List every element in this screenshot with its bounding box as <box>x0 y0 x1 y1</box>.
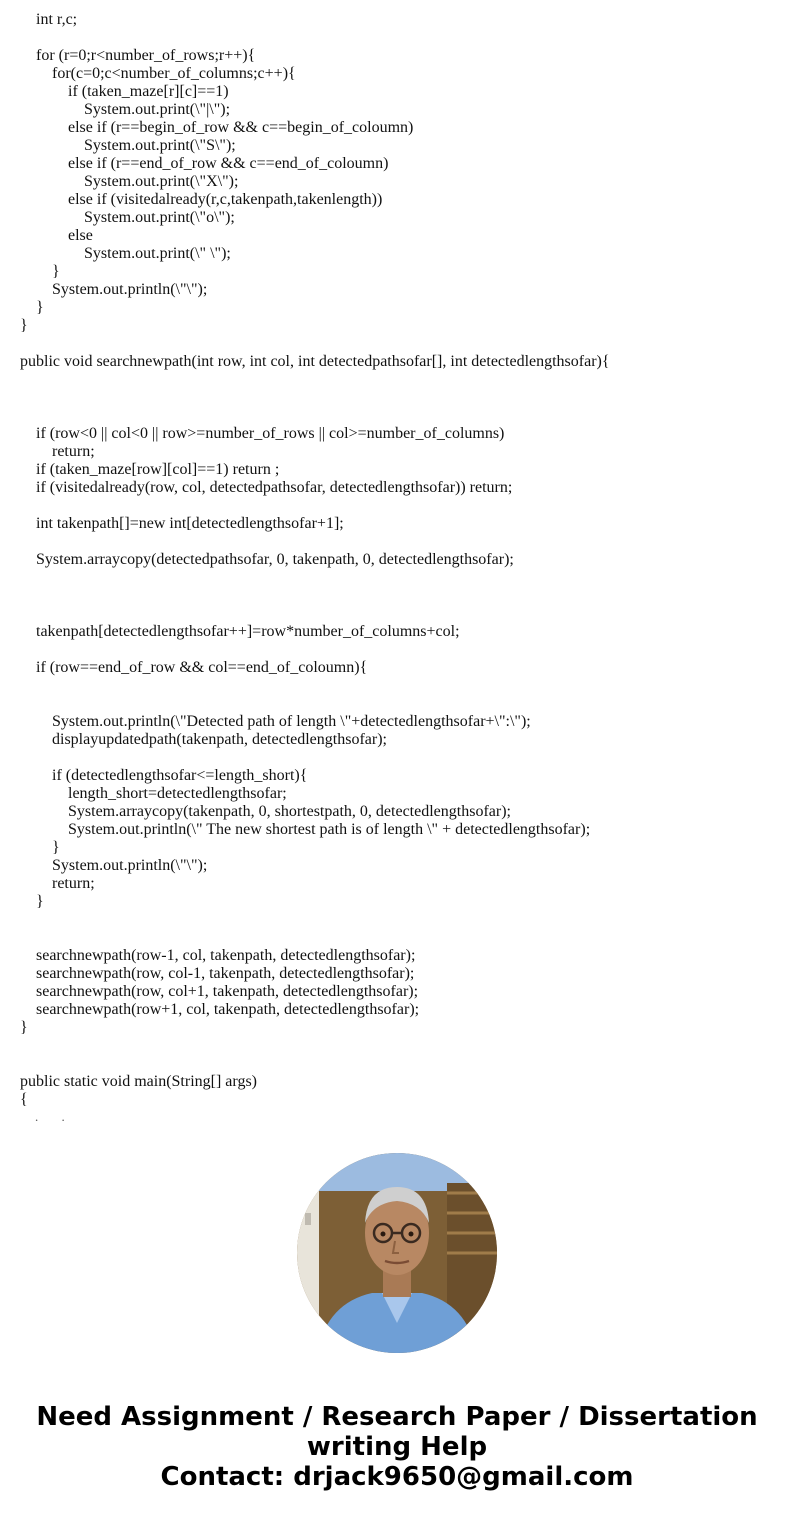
code-line <box>20 749 780 767</box>
code-line: System.out.print(\"|\"); <box>20 101 231 118</box>
code-line <box>20 929 780 947</box>
code-line: if (visitedalready(row, col, detectedpathsofar, detectedlengthsofar)) return; <box>20 479 513 496</box>
code-line <box>20 29 780 47</box>
promo-contact: Contact: drjack9650@gmail.com <box>160 1462 634 1492</box>
code-line <box>20 587 780 605</box>
code-line <box>20 533 780 551</box>
code-line: if (taken_maze[r][c]==1) <box>20 83 229 100</box>
code-line: int r,c; <box>20 11 78 28</box>
code-line: searchnewpath(row, col+1, takenpath, detectedlengthsofar); <box>20 983 419 1000</box>
code-line: } <box>20 317 28 334</box>
code-line <box>20 0 780 11</box>
code-line: System.out.println(\"\"); <box>20 281 208 298</box>
code-line: System.arraycopy(detectedpathsofar, 0, takenpath, 0, detectedlengthsofar); <box>20 551 514 568</box>
code-line: else if (r==end_of_row && c==end_of_coloumn) <box>20 155 389 172</box>
code-line: } <box>20 1019 28 1036</box>
code-line <box>20 911 780 929</box>
code-line: System.out.print(\"S\"); <box>20 137 236 154</box>
code-line: { <box>20 1091 28 1108</box>
code-line <box>20 641 780 659</box>
code-line: searchnewpath(row-1, col, takenpath, detectedlengthsofar); <box>20 947 416 964</box>
code-line: } <box>20 263 60 280</box>
code-line <box>20 371 780 389</box>
stray-marks: . . <box>35 1109 75 1124</box>
code-line: } <box>20 893 44 910</box>
code-line <box>20 389 780 407</box>
author-avatar <box>297 1153 497 1353</box>
code-line: return; <box>20 443 95 460</box>
code-line <box>20 335 780 353</box>
code-line: displayupdatedpath(takenpath, detectedlengthsofar); <box>20 731 387 748</box>
person-photo-icon <box>297 1153 497 1353</box>
code-line: searchnewpath(row, col-1, takenpath, detectedlengthsofar); <box>20 965 415 982</box>
code-line: if (row==end_of_row && col==end_of_coloumn){ <box>20 659 368 676</box>
code-line: takenpath[detectedlengthsofar++]=row*number_of_columns+col; <box>20 623 460 640</box>
code-line: System.out.println(\"Detected path of length \"+detectedlengthsofar+\":\"); <box>20 713 531 730</box>
code-line: System.arraycopy(takenpath, 0, shortestpath, 0, detectedlengthsofar); <box>20 803 511 820</box>
code-line: public static void main(String[] args) <box>20 1073 257 1090</box>
code-listing <box>20 0 780 1109</box>
code-line: } <box>20 299 44 316</box>
code-line: System.out.print(\" \"); <box>20 245 231 262</box>
code-line: System.out.println(\" The new shortest path is of length \" + detectedlengthsofar); <box>20 821 591 838</box>
code-line: else if (r==begin_of_row && c==begin_of_coloumn) <box>20 119 414 136</box>
code-line: for(c=0;c<number_of_columns;c++){ <box>20 65 296 82</box>
code-line: else if (visitedalready(r,c,takenpath,takenlength)) <box>20 191 383 208</box>
code-line: return; <box>20 875 95 892</box>
code-line: System.out.print(\"o\"); <box>20 209 235 226</box>
promo-banner <box>0 1402 794 1492</box>
code-line: length_short=detectedlengthsofar; <box>20 785 287 802</box>
code-line: System.out.println(\"\"); <box>20 857 208 874</box>
code-line: public void searchnewpath(int row, int col, int detectedpathsofar[], int detectedlengthsofar){ <box>20 353 610 370</box>
code-line: if (row<0 || col<0 || row>=number_of_rows || col>=number_of_columns) <box>20 425 505 442</box>
code-line: else <box>20 227 93 244</box>
code-line: if (detectedlengthsofar<=length_short){ <box>20 767 308 784</box>
code-line <box>20 605 780 623</box>
code-line: } <box>20 839 60 856</box>
code-line <box>20 695 780 713</box>
code-line <box>20 1037 780 1055</box>
code-line <box>20 407 780 425</box>
code-line: searchnewpath(row+1, col, takenpath, detectedlengthsofar); <box>20 1001 420 1018</box>
promo-line-1: Need Assignment / Research Paper / Dissertation <box>36 1402 758 1432</box>
code-line <box>20 1055 780 1073</box>
code-line: for (r=0;r<number_of_rows;r++){ <box>20 47 256 64</box>
code-line: if (taken_maze[row][col]==1) return ; <box>20 461 280 478</box>
code-line <box>20 677 780 695</box>
code-line <box>20 497 780 515</box>
code-line: System.out.print(\"X\"); <box>20 173 239 190</box>
code-line <box>20 569 780 587</box>
promo-line-2: writing Help <box>306 1432 488 1462</box>
code-line: int takenpath[]=new int[detectedlengthsofar+1]; <box>20 515 344 532</box>
